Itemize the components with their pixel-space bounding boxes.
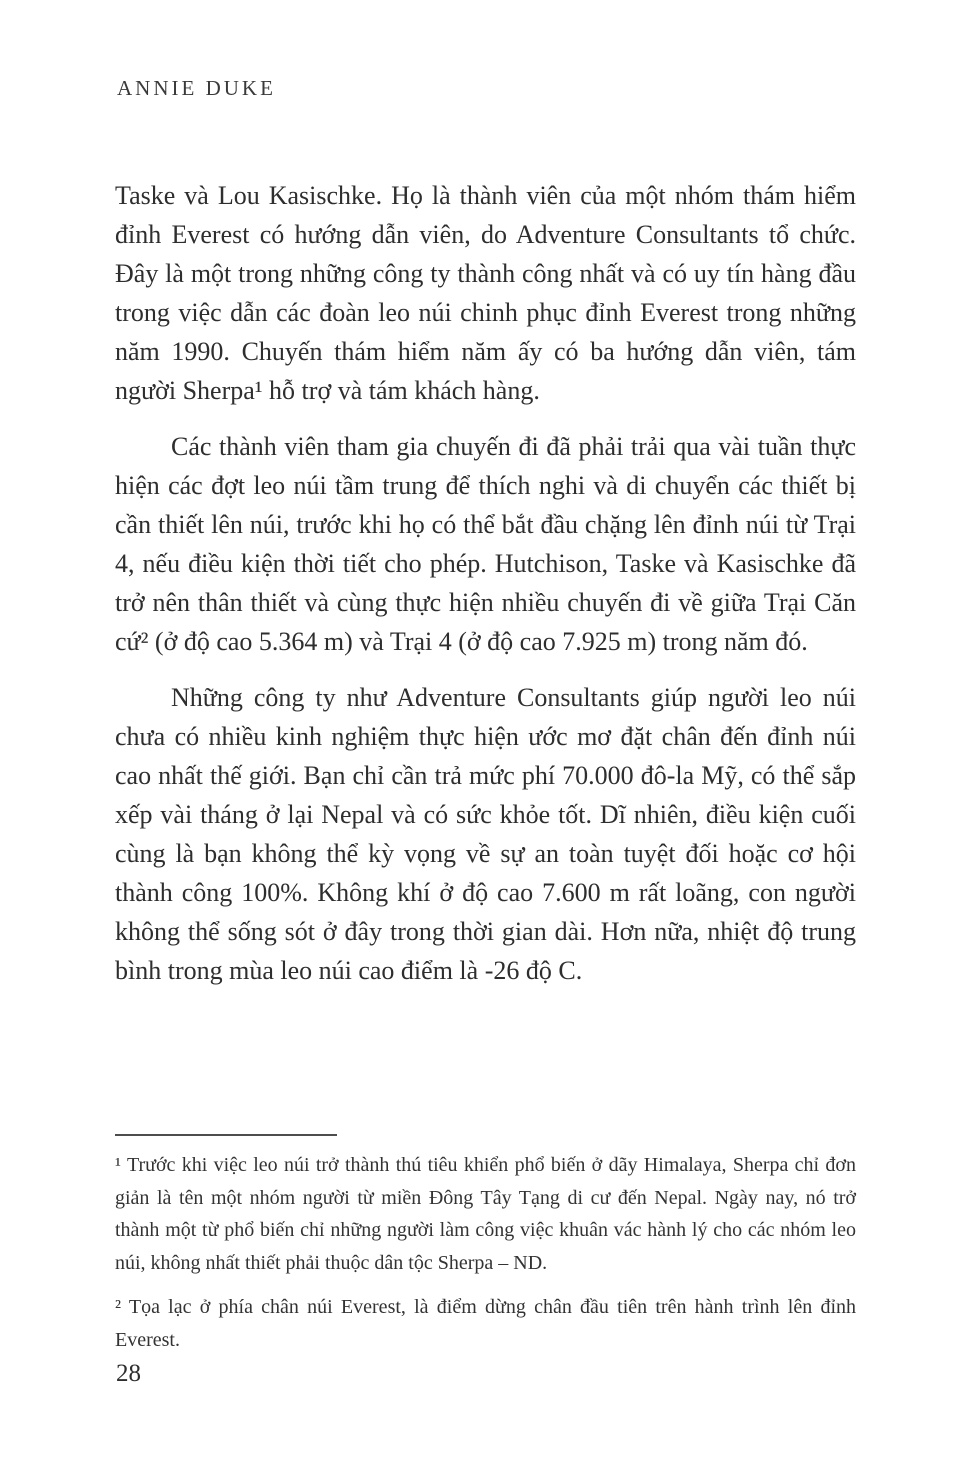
running-header-author: ANNIE DUKE	[117, 76, 276, 100]
footnotes-section	[115, 1134, 856, 1368]
paragraph-2: Các thành viên tham gia chuyến đi đã phải trải qua vài tuần thực hiện các đợt leo núi tầm trung để thích nghi và di chuyển các thiết bị cần thiết lên núi, trước khi họ có thể bắt đầu chặng lên đỉnh núi từ Trại 4, nếu điều kiện thời tiết cho phép. Hutchison, Taske và Kasischke đã trở nên thân thiết và cùng thực hiện nhiều chuyến đi về giữa Trại Căn cứ² (ở độ cao 5.364 m) và Trại 4 (ở độ cao 7.925 m) trong năm đó.	[115, 432, 856, 656]
paragraph-3: Những công ty như Adventure Consultants giúp người leo núi chưa có nhiều kinh nghiệm thực hiện ước mơ đặt chân đến đỉnh núi cao nhất thế giới. Bạn chỉ cần trả mức phí 70.000 đô-la Mỹ, có thể sắp xếp vài tháng ở lại Nepal và có sức khỏe tốt. Dĩ nhiên, điều kiện cuối cùng là bạn không thể kỳ vọng về sự an toàn tuyệt đối hoặc cơ hội thành công 100%. Không khí ở độ cao 7.600 m rất loãng, con người không thể sống sót ở đây trong thời gian dài. Hơn nữa, nhiệt độ trung bình trong mùa leo núi cao điểm là -26 độ C.	[115, 683, 856, 985]
footnote-2: ² Tọa lạc ở phía chân núi Everest, là điểm dừng chân đầu tiên trên hành trình lên đỉnh Everest.	[115, 1296, 856, 1351]
footnote-separator-rule	[115, 1134, 337, 1136]
footnote-1: ¹ Trước khi việc leo núi trở thành thú tiêu khiển phổ biến ở dãy Himalaya, Sherpa chỉ đơn giản là tên một nhóm người từ miền Đông Tây Tạng di cư đến Nepal. Ngày nay, nó trở thành một từ phổ biến chỉ những người làm công việc khuân vác hành lý cho các nhóm leo núi, không nhất thiết phải thuộc dân tộc Sherpa – ND.	[115, 1154, 856, 1274]
body-text	[115, 176, 856, 1007]
page-number: 28	[116, 1360, 141, 1387]
paragraph-1: Taske và Lou Kasischke. Họ là thành viên của một nhóm thám hiểm đỉnh Everest có hướng dẫn viên, do Adventure Consultants tổ chức. Đây là một trong những công ty thành công nhất và có uy tín hàng đầu trong việc dẫn các đoàn leo núi chinh phục đỉnh Everest trong những năm 1990. Chuyến thám hiểm năm ấy có ba hướng dẫn viên, tám người Sherpa¹ hỗ trợ và tám khách hàng.	[115, 181, 856, 405]
